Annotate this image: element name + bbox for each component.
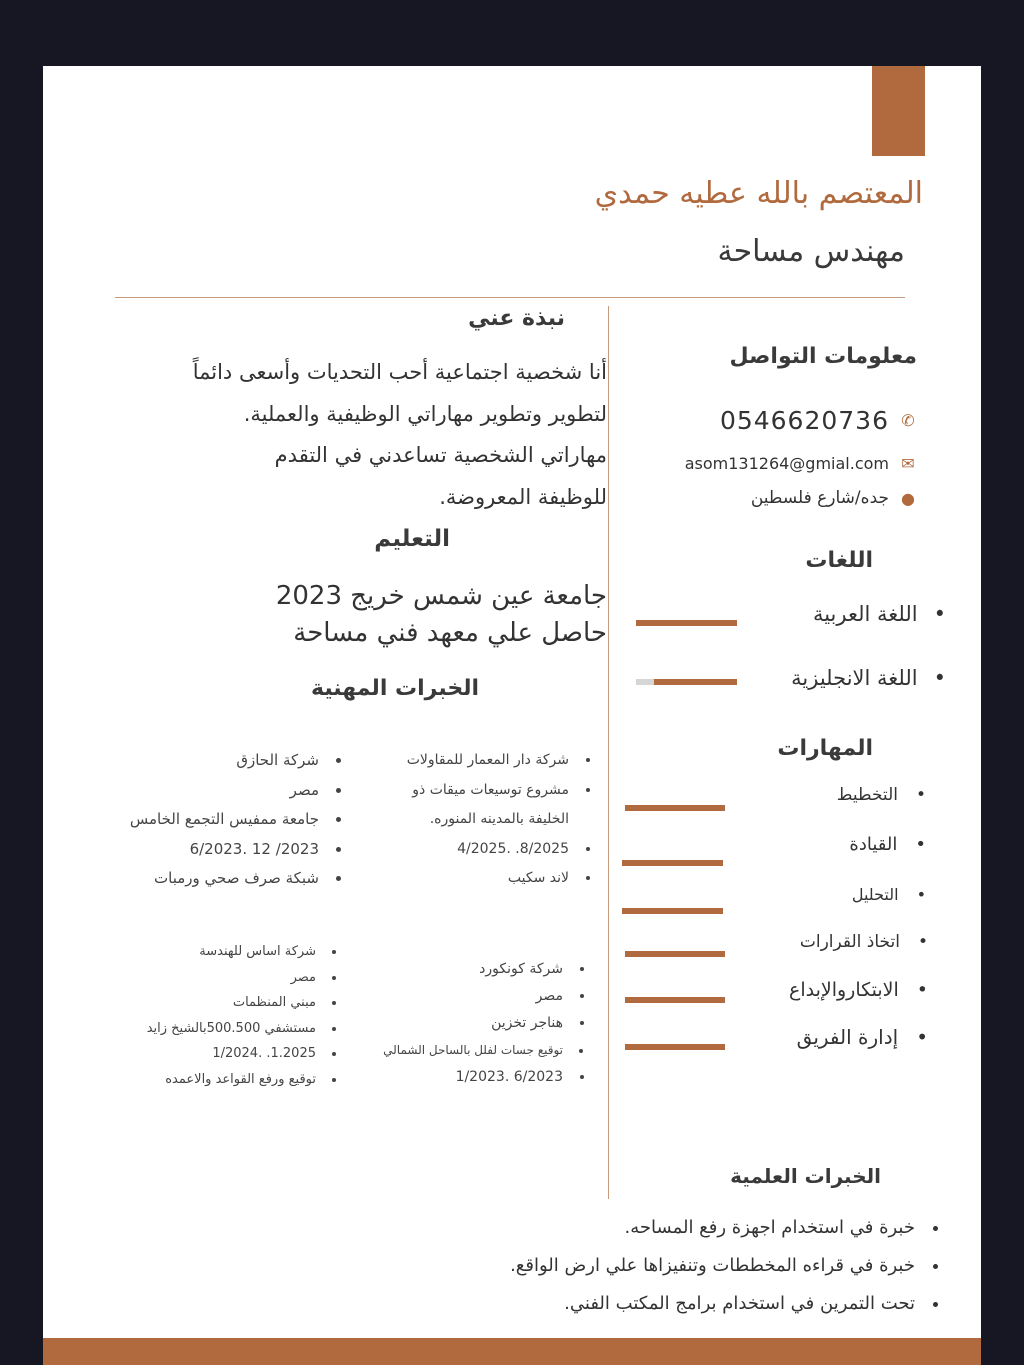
skill-bar bbox=[625, 997, 725, 1003]
top-accent-bar bbox=[872, 66, 925, 156]
language-level-track bbox=[636, 679, 737, 685]
experience-item: • مبني المنظمات bbox=[147, 990, 322, 1016]
experience-title: الخبرات المهنية bbox=[310, 676, 479, 701]
skills-title: المهارات bbox=[777, 736, 873, 761]
skill-bar bbox=[622, 860, 723, 866]
language-label: اللغة الانجليزية bbox=[791, 666, 918, 690]
skill-bar bbox=[625, 1044, 725, 1050]
experience-item: • شركة الحازق bbox=[130, 746, 325, 776]
experience-block-4 bbox=[147, 939, 340, 1092]
experience-item: • هناجر تخزين bbox=[383, 1010, 569, 1037]
experience-block-2 bbox=[130, 746, 343, 894]
about-text bbox=[47, 352, 607, 518]
contact-address bbox=[751, 488, 917, 508]
bullet: • bbox=[916, 979, 928, 1001]
header-divider bbox=[115, 297, 905, 298]
skill-item bbox=[797, 1025, 928, 1049]
skill-label: الابتكاروالإبداع bbox=[789, 979, 899, 1001]
language-level-track bbox=[636, 620, 737, 626]
skill-label: القيادة bbox=[849, 834, 898, 855]
language-item bbox=[791, 666, 946, 690]
experience-block-3 bbox=[383, 956, 587, 1091]
education-text bbox=[276, 578, 607, 652]
about-line: أنا شخصية اجتماعية أحب التحديات وأسعى دائماً bbox=[192, 360, 607, 384]
skill-item bbox=[789, 979, 928, 1001]
scientific-item: • خبرة في قراءه المخططات وتنفيزاها علي ارض الواقع. bbox=[510, 1247, 921, 1285]
languages-title: اللغات bbox=[805, 548, 873, 573]
full-name: المعتصم بالله عطيه حمدي bbox=[594, 176, 923, 211]
bullet: • bbox=[916, 1025, 928, 1049]
experience-item: • مشروع توسيعات ميقات ذو bbox=[407, 776, 575, 806]
email-icon: ✉ bbox=[901, 454, 915, 473]
experience-item: • مصر bbox=[130, 776, 325, 806]
skill-bar bbox=[625, 805, 725, 811]
experience-item: • 1.2025. .1/2024 bbox=[147, 1041, 322, 1067]
bullet: • bbox=[933, 666, 946, 690]
contact-title: معلومات التواصل bbox=[729, 344, 917, 369]
skill-item bbox=[849, 834, 926, 855]
skill-item bbox=[852, 885, 926, 904]
skill-label: التحليل bbox=[851, 885, 899, 904]
language-label: اللغة العربية bbox=[812, 602, 918, 626]
contact-email bbox=[685, 454, 917, 473]
bullet: • bbox=[916, 885, 926, 904]
bullet: • bbox=[915, 785, 926, 805]
language-item bbox=[813, 602, 946, 626]
skill-label: التخطيط bbox=[836, 785, 898, 805]
experience-item: • جامعة ممفيس التجمع الخامس bbox=[130, 805, 325, 835]
scientific-item: • تحت التمرين في استخدام برامج المكتب الفني. bbox=[510, 1285, 921, 1323]
about-line: للوظيفة المعروضة. bbox=[439, 484, 607, 509]
experience-item: • شركة دار المعمار للمقاولات bbox=[407, 746, 575, 776]
cv-page bbox=[43, 66, 981, 1365]
education-title: التعليم bbox=[374, 526, 450, 552]
experience-item: • 6/2023 .1/2023 bbox=[383, 1064, 569, 1091]
experience-item: • 2023/ 12 .6/2023 bbox=[130, 835, 325, 865]
scientific-list bbox=[510, 1209, 943, 1323]
experience-item: • 8/2025. .4/2025 bbox=[407, 835, 575, 865]
experience-item: • توقيع جسات لفلل بالساحل الشمالي bbox=[383, 1037, 569, 1064]
bottom-accent-bar bbox=[43, 1338, 981, 1365]
job-title: مهندس مساحة bbox=[717, 234, 905, 269]
experience-item: الخليفة بالمدينه المنوره. bbox=[429, 811, 569, 827]
experience-item: • شركة كونكورد bbox=[383, 956, 569, 983]
about-title: نبذة عني bbox=[468, 306, 565, 331]
contact-phone bbox=[720, 406, 917, 435]
skill-label: إدارة الفريق bbox=[796, 1025, 899, 1049]
experience-item: • شبكة صرف صحي ورمبات bbox=[130, 864, 325, 894]
about-line: لتطوير وتطوير مهاراتي الوظيفية والعملية. bbox=[243, 401, 607, 426]
scientific-title: الخبرات العلمية bbox=[730, 1164, 881, 1188]
skill-bar bbox=[625, 951, 725, 957]
email-address: asom131264@gmial.com bbox=[684, 454, 889, 473]
bullet: • bbox=[915, 834, 926, 855]
phone-number: 0546620736 bbox=[719, 406, 889, 435]
phone-icon: ✆ bbox=[901, 411, 915, 430]
skill-item bbox=[837, 785, 926, 805]
experience-block-1 bbox=[407, 746, 593, 894]
language-level-fill bbox=[654, 679, 737, 685]
skill-bar bbox=[622, 908, 723, 914]
column-divider bbox=[608, 306, 609, 1199]
experience-item: • لاند سكيب bbox=[407, 864, 575, 894]
skill-label: اتخاذ القرارات bbox=[799, 932, 900, 952]
bullet: • bbox=[917, 932, 928, 952]
language-level-fill bbox=[636, 620, 737, 626]
about-line: مهاراتي الشخصية تساعدني في التقدم bbox=[274, 443, 607, 467]
experience-item: • توقيع ورفع القواعد والاعمده bbox=[147, 1067, 322, 1093]
bullet: • bbox=[933, 602, 946, 626]
education-line: جامعة عين شمس خريج 2023 bbox=[275, 581, 607, 611]
skill-item bbox=[800, 932, 928, 952]
scientific-item: • خبرة في استخدام اجهزة رفع المساحه. bbox=[510, 1209, 921, 1247]
experience-item: • مستشفي 500.500بالشيخ زايد bbox=[147, 1016, 322, 1042]
address: جده/شارع فلسطين bbox=[750, 488, 889, 508]
education-line: حاصل علي معهد فني مساحة bbox=[293, 618, 607, 648]
experience-item: • مصر bbox=[383, 983, 569, 1010]
experience-item: • مصر bbox=[147, 965, 322, 991]
experience-item: • شركة اساس للهندسة bbox=[147, 939, 322, 965]
location-pin-icon: ● bbox=[901, 488, 915, 508]
